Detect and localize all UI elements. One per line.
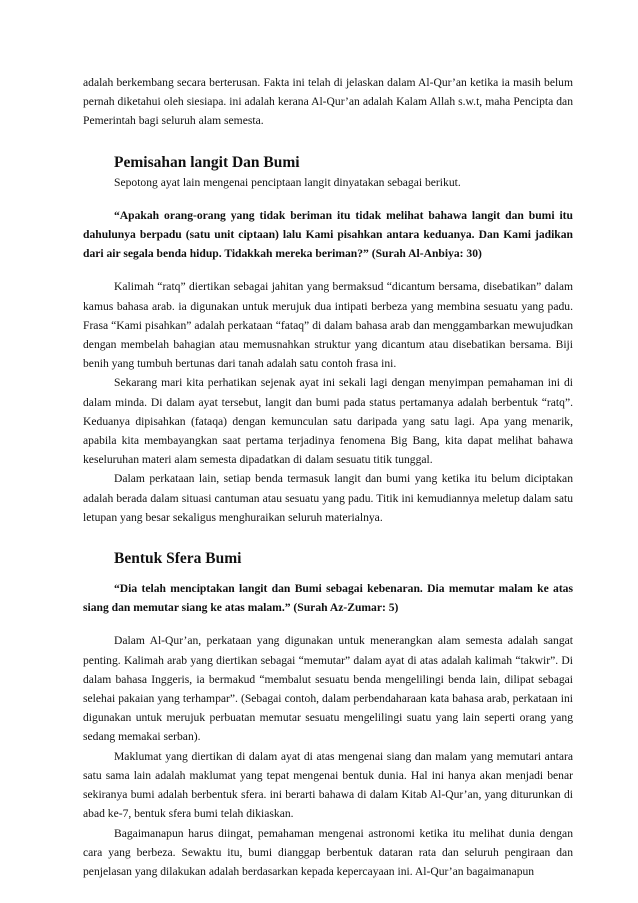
- heading-bentuk-sfera: Bentuk Sfera Bumi: [114, 550, 242, 568]
- heading-pemisahan-langit: Pemisahan langit Dan Bumi: [114, 153, 300, 171]
- paragraph-maklumat: Maklumat yang diertikan di dalam ayat di atas mengenai siang dan malam yang memutari antara satu sama lain adalah maklumat yang tepat mengenai bentuk dunia. Hal ini hanya akan menjadi benar sekiranya bumi adalah berbentuk sfera. ini berarti bahawa di dalam Kitab Al-Qur’an, yang diturunkan di abad ke-7, bentuk sfera bumi telah dikiaskan.: [83, 749, 573, 821]
- paragraph-ratq: Kalimah “ratq” diertikan sebagai jahitan yang bermaksud “dicantum bersama, disebatikan” dalam kamus bahasa arab. ia digunakan untuk merujuk dua intipati berbeza yang membina sesuatu yang padu. Frasa “Kami pisahkan” adalah perkataan “fataq” di dalam bahasa arab dan menggambarkan mewujudkan dengan membelah bahagian atau memusnahkan struktur yang dicantum atau disebatikan bersama. Biji benih yang tumbuh bertunas dari tanah adalah satu contoh frasa ini.: [83, 280, 573, 371]
- paragraph-sekarang: Sekarang mari kita perhatikan sejenak ayat ini sekali lagi dengan menyimpan pemahaman ini di dalam minda. Di dalam ayat tersebut, langit dan bumi pada status pertamanya adalah berbentuk “ratq”. Keduanya dipisahkan (fataqa) dengan kemunculan satu daripada yang satu lagi. Apa yang menarik, apabila kita membayangkan saat pertama terjadinya fenomena Big Bang, kita dapat melihat bahawa keseluruhan materi alam semesta dipadatkan di dalam sesuatu titik tunggal.: [83, 376, 573, 467]
- quote-al-anbiya: “Apakah orang-orang yang tidak beriman itu tidak melihat bahawa langit dan bumi itu dahulunya berpadu (satu unit ciptaan) lalu Kami pisahkan antara keduanya. Dan Kami jadikan dari air segala benda hidup. Tidakkah mereka beriman?” (Surah Al-Anbiya: 30): [83, 208, 573, 261]
- quote-az-zumar: “Dia telah menciptakan langit dan Bumi sebagai kebenaran. Dia memutar malam ke atas siang dan memutar siang ke atas malam.” (Surah Az-Zumar: 5): [83, 582, 573, 615]
- paragraph-sepotong: Sepotong ayat lain mengenai penciptaan langit dinyatakan sebagai berikut.: [114, 175, 461, 189]
- document-page: [83, 73, 573, 881]
- paragraph-perkataan: Dalam perkataan lain, setiap benda termasuk langit dan bumi yang ketika itu belum diciptakan adalah berada dalam situasi cantuman atau sesuatu yang padu. Titik ini kemudiannya meletup dalam satu letupan yang besar sekaligus menghuraikan seluruh materialnya.: [83, 472, 573, 524]
- paragraph-intro: adalah berkembang secara berterusan. Fakta ini telah di jelaskan dalam Al-Qur’an ketika ia masih belum pernah diketahui oleh siesiapa. ini adalah kerana Al-Qur’an adalah Kalam Allah s.w.t, maha Pencipta dan Pemerintah bagi seluruh alam semesta.: [83, 76, 573, 128]
- paragraph-bagaimanapun: Bagaimanapun harus diingat, pemahaman mengenai astronomi ketika itu melihat dunia dengan cara yang berbeza. Sewaktu itu, bumi dianggap berbentuk dataran rata dan seluruh pengiraan dan penjelasan yang dilakukan adalah berdasarkan kepada kepercayaan ini. Al-Qur’an bagaimanapun: [83, 826, 573, 878]
- paragraph-takwir: Dalam Al-Qur’an, perkataan yang digunakan untuk menerangkan alam semesta adalah sangat penting. Kalimah arab yang diertikan sebagai “memutar” dalam ayat di atas adalah kalimah “takwir”. Di dalam bahasa Inggeris, ia bermakud “membalut sesuatu benda mengelilingi benda lain, dilipat sebagai selehai pakaian yang terhampar”. (Sebagai contoh, dalam perbendaharaan kata bahasa arab, perkataan ini digunakan untuk merujuk perbuatan memutar sesuatu mengelilingi suatu yang lain seperti orang yang sedang memakai serban).: [83, 634, 573, 744]
